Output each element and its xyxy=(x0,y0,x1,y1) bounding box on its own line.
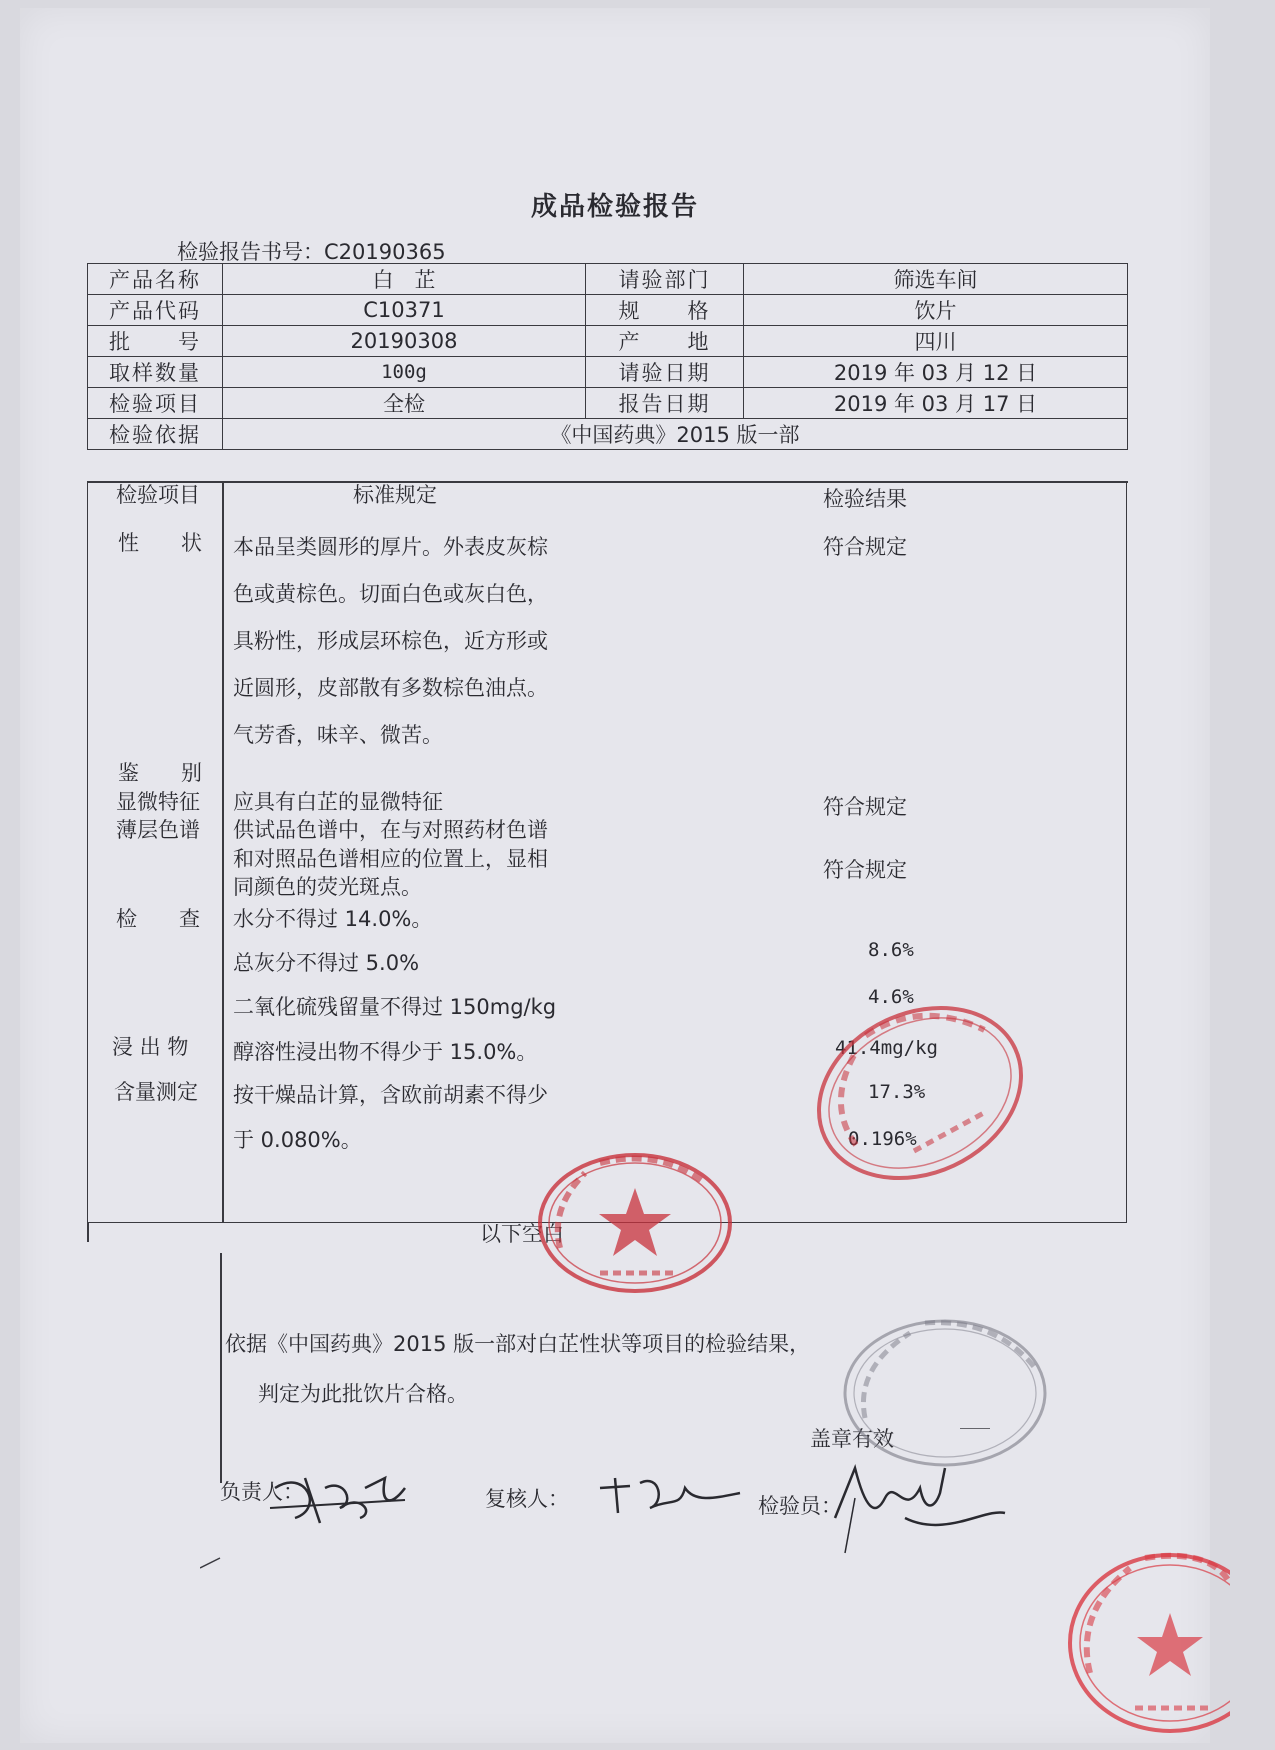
label-request-dept: 请验部门 xyxy=(586,264,744,295)
table-row xyxy=(88,357,1128,388)
standard-line: 同颜色的荧光斑点。 xyxy=(233,875,422,899)
label-origin: 产 地 xyxy=(586,326,744,357)
label-product-name: 产品名称 xyxy=(88,264,223,295)
value-sample-qty: 100g xyxy=(223,357,586,388)
signature-reviewer xyxy=(590,1458,750,1528)
standard-line: 水分不得过 14.0%。 xyxy=(233,907,433,931)
label-responsible: 负责人： xyxy=(220,1480,304,1504)
standard-line: 二氧化硫残留量不得过 150mg/kg xyxy=(233,995,557,1019)
label-basis: 检验依据 xyxy=(88,419,223,450)
label-product-code: 产品代码 xyxy=(88,295,223,326)
standard-line: 近圆形，皮部散有多数棕色油点。 xyxy=(233,676,548,700)
document-page xyxy=(20,8,1210,1743)
result-appearance: 符合规定 xyxy=(823,535,907,559)
label-inspector: 检验员： xyxy=(758,1494,842,1518)
item-micro: 显微特征 xyxy=(116,790,200,814)
standard-line: 和对照品色谱相应的位置上，显相 xyxy=(233,847,548,871)
value-product-name: 白 芷 xyxy=(223,264,586,295)
item-extract: 浸 出 物 xyxy=(112,1035,189,1059)
standard-line: 本品呈类圆形的厚片。外表皮灰棕 xyxy=(233,535,548,559)
standard-line: 具粉性，形成层环棕色，近方形或 xyxy=(233,629,548,653)
company-seal-red-center xyxy=(530,1148,740,1298)
item-identify: 鉴 别 xyxy=(118,761,202,785)
seal-valid-note: 盖章有效 xyxy=(810,1427,894,1451)
value-spec: 饮片 xyxy=(744,295,1128,326)
value-origin: 四川 xyxy=(744,326,1128,357)
item-tlc: 薄层色谱 xyxy=(116,818,200,842)
conclusion-line-2: 判定为此批饮片合格。 xyxy=(258,1382,468,1406)
result-micro: 符合规定 xyxy=(823,795,907,819)
label-sample-qty: 取样数量 xyxy=(88,357,223,388)
company-seal-faint xyxy=(830,1308,1060,1478)
value-request-date: 2019 年 03 月 12 日 xyxy=(744,357,1128,388)
standard-line: 按干燥品计算，含欧前胡素不得少 xyxy=(233,1083,548,1107)
result-extract: 17.3% xyxy=(868,1081,926,1103)
table-row xyxy=(88,264,1128,295)
standard-line: 气芳香，味辛、微苦。 xyxy=(233,723,443,747)
result-assay: 0.196% xyxy=(848,1128,917,1150)
header-item: 检验项目 xyxy=(116,483,200,507)
standard-line: 供试品色谱中，在与对照药材色谱 xyxy=(233,818,548,842)
info-table xyxy=(87,263,1128,450)
result-ash: 4.6% xyxy=(868,986,914,1008)
value-test-item: 全检 xyxy=(223,388,586,419)
header-result: 检验结果 xyxy=(823,487,907,511)
header-standard: 标准规定 xyxy=(353,483,437,507)
item-assay: 含量测定 xyxy=(114,1080,198,1104)
table-row xyxy=(88,419,1128,450)
standard-line: 色或黄棕色。切面白色或灰白色， xyxy=(233,582,548,606)
standard-line: 总灰分不得过 5.0% xyxy=(233,951,420,975)
standard-line: 应具有白芷的显微特征 xyxy=(233,790,443,814)
signature-responsible xyxy=(265,1448,415,1538)
value-basis: 《中国药典》2015 版一部 xyxy=(223,419,1128,450)
result-moisture: 8.6% xyxy=(868,939,914,961)
label-reviewer: 复核人： xyxy=(485,1487,569,1511)
company-seal-red-corner xyxy=(1060,1543,1230,1743)
table-row xyxy=(88,295,1128,326)
value-report-date: 2019 年 03 月 17 日 xyxy=(744,388,1128,419)
document-title: 成品检验报告 xyxy=(530,192,699,222)
blank-note: 以下空白 xyxy=(480,1222,564,1246)
item-appearance: 性 状 xyxy=(118,531,202,555)
standard-line: 醇溶性浸出物不得少于 15.0%。 xyxy=(233,1040,538,1064)
value-batch: 20190308 xyxy=(223,326,586,357)
conclusion-line-1: 依据《中国药典》2015 版一部对白芷性状等项目的检验结果， xyxy=(225,1332,811,1356)
value-product-code: C10371 xyxy=(223,295,586,326)
label-request-date: 请验日期 xyxy=(586,357,744,388)
standard-line: 于 0.080%。 xyxy=(233,1128,362,1152)
table-row xyxy=(88,326,1128,357)
label-spec: 规 格 xyxy=(586,295,744,326)
value-request-dept: 筛选车间 xyxy=(744,264,1128,295)
item-check: 检 查 xyxy=(116,907,200,931)
label-test-item: 检验项目 xyxy=(88,388,223,419)
report-number: 检验报告书号：C20190365 xyxy=(177,240,446,264)
result-tlc: 符合规定 xyxy=(823,858,907,882)
table-row xyxy=(88,388,1128,419)
result-so2: 41.4mg/kg xyxy=(835,1037,938,1059)
label-batch: 批 号 xyxy=(88,326,223,357)
label-report-date: 报告日期 xyxy=(586,388,744,419)
